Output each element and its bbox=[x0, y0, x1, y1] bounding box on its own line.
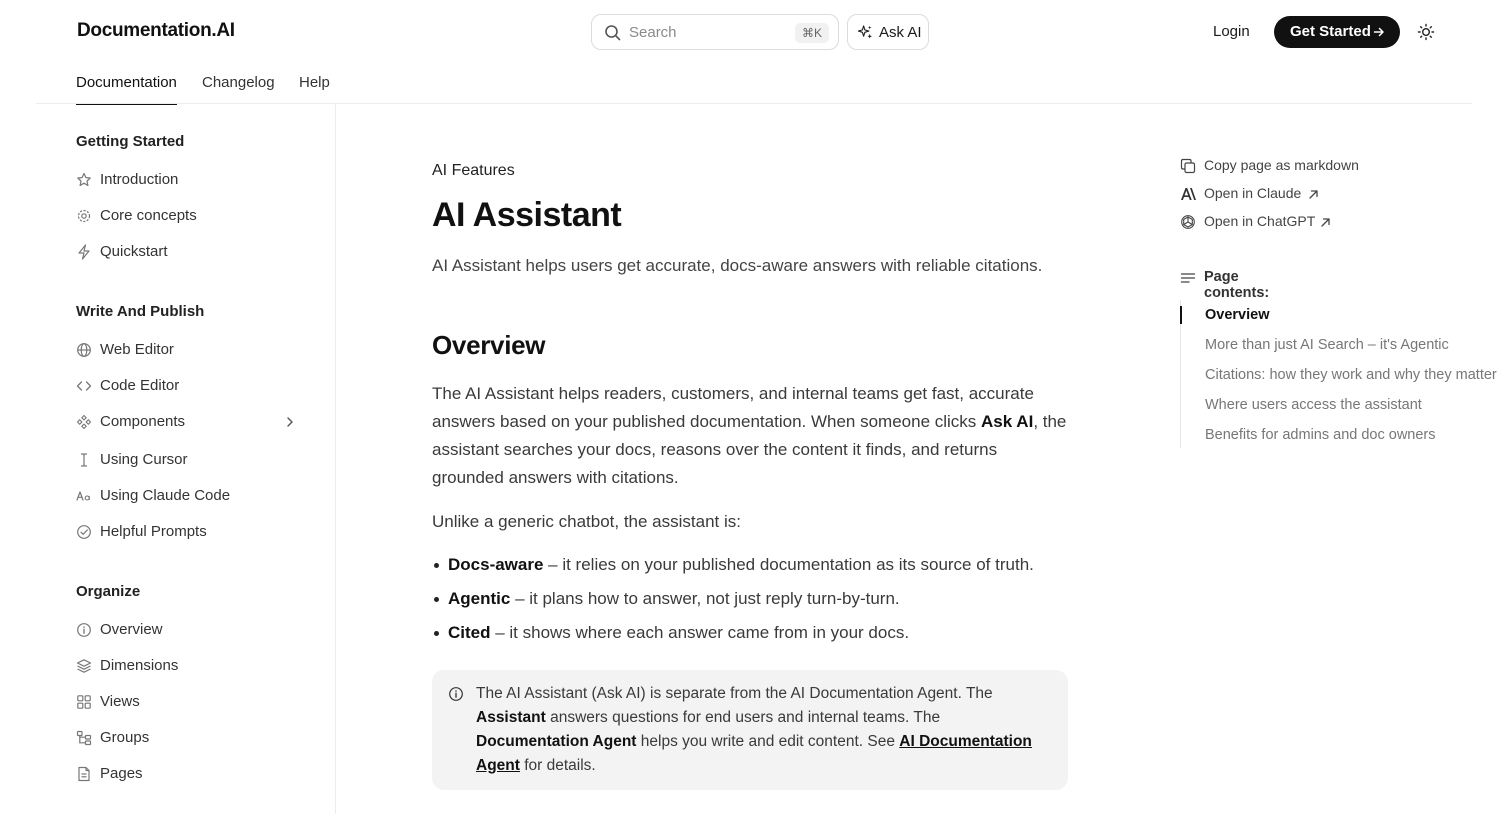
sidebar-item-label: Overview bbox=[100, 621, 163, 638]
chevron-right-icon[interactable] bbox=[284, 416, 296, 428]
breadcrumb[interactable]: AI Features bbox=[432, 162, 515, 179]
callout-emphasis: Assistant bbox=[476, 709, 546, 726]
sidebar-item-label: Web Editor bbox=[100, 341, 174, 358]
ask-ai-button[interactable] bbox=[847, 14, 929, 50]
sidebar-item-components[interactable] bbox=[76, 410, 306, 434]
callout-text bbox=[476, 682, 1046, 778]
sidebar-item-using-cursor[interactable] bbox=[76, 448, 306, 472]
list-item-text: – it shows where each answer came from in your docs. bbox=[490, 623, 910, 642]
sidebar-item-label: Core concepts bbox=[100, 207, 197, 224]
search-input[interactable] bbox=[591, 14, 839, 50]
overview-text: , the assistant searches your docs, reasons over the content it finds, and returns grounded answers with citations. bbox=[432, 412, 1067, 487]
external-link-icon bbox=[1308, 189, 1319, 200]
sidebar-item-views[interactable] bbox=[76, 690, 306, 714]
get-started-button[interactable] bbox=[1274, 16, 1400, 48]
top-header bbox=[0, 0, 1512, 64]
toc-item-agentic[interactable]: More than just AI Search – it's Agentic bbox=[1205, 337, 1449, 353]
sidebar-section-organize: Organize bbox=[76, 583, 141, 600]
external-link-icon bbox=[1320, 217, 1331, 228]
tab-changelog[interactable]: Changelog bbox=[202, 74, 275, 91]
sidebar-section-write-and-publish: Write And Publish bbox=[76, 303, 205, 320]
info-callout bbox=[432, 670, 1068, 790]
callout-emphasis: Documentation Agent bbox=[476, 733, 637, 750]
ai-documentation-agent-link[interactable]: AI Documentation Agent bbox=[476, 733, 1032, 774]
openai-icon bbox=[1180, 214, 1196, 230]
anthropic-icon bbox=[1180, 186, 1196, 202]
layers-icon bbox=[76, 658, 92, 674]
lightning-icon bbox=[76, 244, 92, 260]
copy-page-label: Copy page as markdown bbox=[1204, 157, 1359, 173]
sidebar-item-using-claude-code[interactable] bbox=[76, 484, 306, 508]
page-contents-label: Page contents: bbox=[1204, 269, 1270, 301]
sidebar-item-label: Using Cursor bbox=[100, 451, 188, 468]
sidebar-item-label: Dimensions bbox=[100, 657, 179, 674]
sidebar-item-label: Introduction bbox=[100, 171, 179, 188]
star-icon bbox=[76, 172, 92, 188]
list-item-term: Agentic bbox=[448, 589, 511, 608]
tree-icon bbox=[76, 730, 92, 746]
list-item-text: – it relies on your published documentation as its source of truth. bbox=[543, 555, 1034, 574]
callout-text-part: answers questions for end users and internal teams. The bbox=[545, 709, 941, 726]
site-logo[interactable]: Documentation.AI bbox=[77, 20, 235, 41]
open-chatgpt-label: Open in ChatGPT bbox=[1204, 213, 1316, 229]
sidebar-item-label: Pages bbox=[100, 765, 143, 782]
page-title: AI Assistant bbox=[432, 196, 622, 234]
sidebar-item-label: Helpful Prompts bbox=[100, 523, 207, 540]
search-icon bbox=[604, 24, 622, 42]
sidebar-item-label: Using Claude Code bbox=[100, 487, 231, 504]
overview-intro-line: Unlike a generic chatbot, the assistant is: bbox=[432, 512, 741, 531]
callout-text-part: for details. bbox=[519, 757, 596, 774]
sidebar-item-groups[interactable] bbox=[76, 726, 306, 750]
gear-icon bbox=[76, 208, 92, 224]
list-item bbox=[432, 553, 1072, 587]
text-align-left-icon bbox=[1180, 271, 1196, 287]
overview-paragraph bbox=[432, 380, 1072, 492]
components-icon bbox=[76, 414, 92, 430]
tab-help[interactable]: Help bbox=[299, 74, 330, 91]
page-icon bbox=[76, 766, 92, 782]
list-item-term: Cited bbox=[448, 623, 491, 642]
list-item-term: Docs-aware bbox=[448, 555, 544, 574]
feature-list bbox=[432, 553, 1072, 655]
text-cursor-icon bbox=[76, 452, 92, 468]
sparkle-icon bbox=[858, 25, 873, 40]
overview-heading: Overview bbox=[432, 330, 546, 360]
callout-text-part: helps you write and edit content. See bbox=[636, 733, 900, 750]
sidebar-item-label: Quickstart bbox=[100, 243, 168, 260]
search-placeholder: Search bbox=[629, 24, 677, 41]
sidebar-item-label: Groups bbox=[100, 729, 150, 746]
sidebar-item-helpful-prompts[interactable] bbox=[76, 520, 306, 544]
info-icon bbox=[448, 686, 464, 702]
sidebar-item-introduction[interactable] bbox=[76, 168, 306, 192]
toc-item-citations[interactable]: Citations: how they work and why they matter bbox=[1205, 367, 1497, 383]
list-item-text: – it plans how to answer, not just reply turn-by-turn. bbox=[510, 589, 900, 608]
page-description: AI Assistant helps users get accurate, docs-aware answers with reliable citations. bbox=[432, 256, 1043, 275]
table-of-contents bbox=[1180, 300, 1497, 448]
login-link[interactable]: Login bbox=[1213, 23, 1250, 40]
sidebar-item-web-editor[interactable] bbox=[76, 338, 306, 362]
sidebar-item-code-editor[interactable] bbox=[76, 374, 306, 398]
list-item bbox=[432, 587, 1072, 621]
arrow-right-icon bbox=[1373, 26, 1385, 38]
callout-text-part: The AI Assistant (Ask AI) is separate from the AI Documentation Agent. The bbox=[476, 685, 993, 702]
open-claude-label: Open in Claude bbox=[1204, 185, 1302, 201]
get-started-label: Get Started bbox=[1290, 23, 1371, 40]
toc-item-benefits[interactable]: Benefits for admins and doc owners bbox=[1205, 427, 1436, 443]
top-tabs bbox=[0, 64, 1512, 104]
toc-item-access[interactable]: Where users access the assistant bbox=[1205, 397, 1422, 413]
toc-active-indicator bbox=[1180, 306, 1182, 324]
sidebar-item-quickstart[interactable] bbox=[76, 240, 306, 264]
tab-documentation[interactable]: Documentation bbox=[76, 74, 177, 91]
info-icon bbox=[76, 622, 92, 638]
sidebar-item-label: Views bbox=[100, 693, 140, 710]
sidebar-item-label: Components bbox=[100, 413, 186, 430]
overview-emphasis: Ask AI bbox=[981, 412, 1034, 431]
list-item bbox=[432, 621, 1072, 655]
check-circle-icon bbox=[76, 524, 92, 540]
globe-icon bbox=[76, 342, 92, 358]
search-shortcut: ⌘K bbox=[795, 23, 829, 43]
sidebar-item-label: Code Editor bbox=[100, 377, 180, 394]
sidebar-section-getting-started: Getting Started bbox=[76, 133, 185, 150]
code-icon bbox=[76, 378, 92, 394]
overview-text: The AI Assistant helps readers, customers, and internal teams get fast, accurate answers based on your published documentation. When someone clicks bbox=[432, 384, 1034, 431]
sun-icon[interactable] bbox=[1417, 23, 1435, 41]
sidebar-item-dimensions[interactable] bbox=[76, 654, 306, 678]
sidebar-item-overview[interactable] bbox=[76, 618, 306, 642]
sidebar-item-core-concepts[interactable] bbox=[76, 204, 306, 228]
copy-icon bbox=[1180, 158, 1196, 174]
grid-icon bbox=[76, 694, 92, 710]
ask-ai-label: Ask AI bbox=[879, 24, 922, 41]
sidebar-item-pages[interactable] bbox=[76, 762, 306, 786]
font-size-icon bbox=[76, 488, 92, 504]
toc-item-overview[interactable]: Overview bbox=[1205, 307, 1270, 323]
